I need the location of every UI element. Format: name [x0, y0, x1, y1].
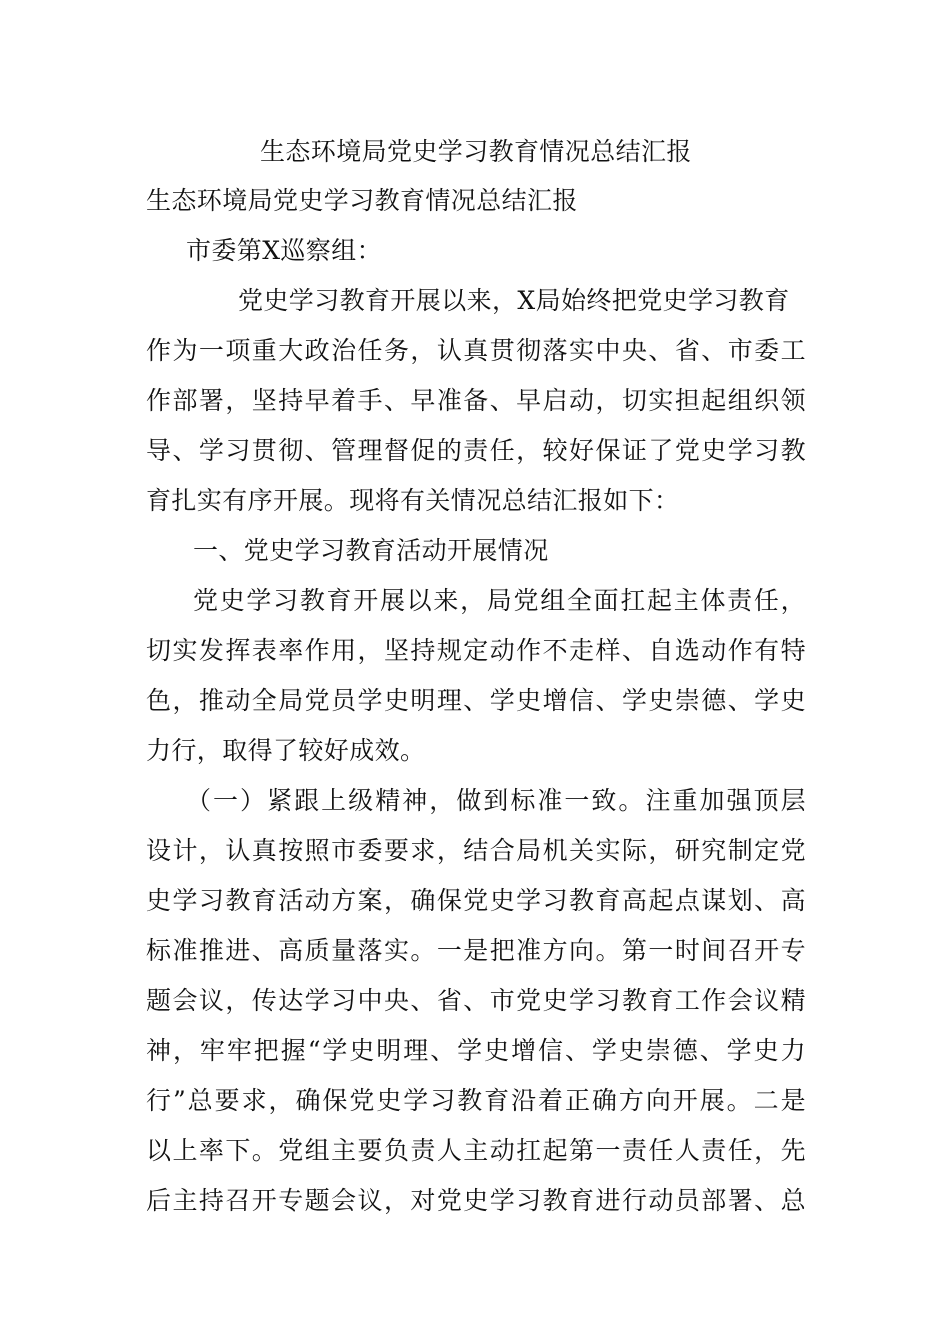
paragraph-line: 党史学习教育开展以来，X局始终把党史学习教育	[238, 286, 790, 315]
paragraph-line: 以上率下。党组主要负责人主动扛起第一责任人责任，先	[146, 1136, 806, 1165]
salutation: 市委第X巡察组：	[186, 236, 382, 265]
paragraph-line: 标准推进、高质量落实。一是把准方向。第一时间召开专	[146, 936, 806, 965]
section-heading: 一、党史学习教育活动开展情况	[193, 536, 549, 565]
paragraph-line: 色，推动全局党员学史明理、学史增信、学史崇德、学史	[146, 686, 806, 715]
document-subtitle: 生态环境局党史学习教育情况总结汇报	[146, 186, 578, 215]
paragraph-line: 力行，取得了较好成效。	[146, 736, 426, 765]
paragraph-line: 后主持召开专题会议，对党史学习教育进行动员部署、总	[146, 1186, 806, 1215]
paragraph-line: 育扎实有序开展。现将有关情况总结汇报如下：	[146, 486, 680, 515]
paragraph-line: 神，牢牢把握“学史明理、学史增信、学史崇德、学史力	[146, 1036, 806, 1065]
paragraph-line: （一）紧跟上级精神，做到标准一致。注重加强顶层	[186, 786, 806, 815]
paragraph-line: 作为一项重大政治任务，认真贯彻落实中央、省、市委工	[146, 336, 806, 365]
paragraph-line: 党史学习教育开展以来，局党组全面扛起主体责任，	[193, 586, 806, 615]
paragraph-line: 设计，认真按照市委要求，结合局机关实际，研究制定党	[146, 836, 806, 865]
paragraph-line: 导、学习贯彻、管理督促的责任，较好保证了党史学习教	[146, 436, 806, 465]
paragraph-line: 作部署，坚持早着手、早准备、早启动，切实担起组织领	[146, 386, 806, 415]
paragraph-line: 史学习教育活动方案，确保党史学习教育高起点谋划、高	[146, 886, 806, 915]
paragraph-line: 切实发挥表率作用，坚持规定动作不走样、自选动作有特	[146, 636, 806, 665]
paragraph-line: 题会议，传达学习中央、省、市党史学习教育工作会议精	[146, 986, 806, 1015]
paragraph-line: 行”总要求，确保党史学习教育沿着正确方向开展。二是	[146, 1086, 806, 1115]
document-title: 生态环境局党史学习教育情况总结汇报	[260, 137, 692, 166]
